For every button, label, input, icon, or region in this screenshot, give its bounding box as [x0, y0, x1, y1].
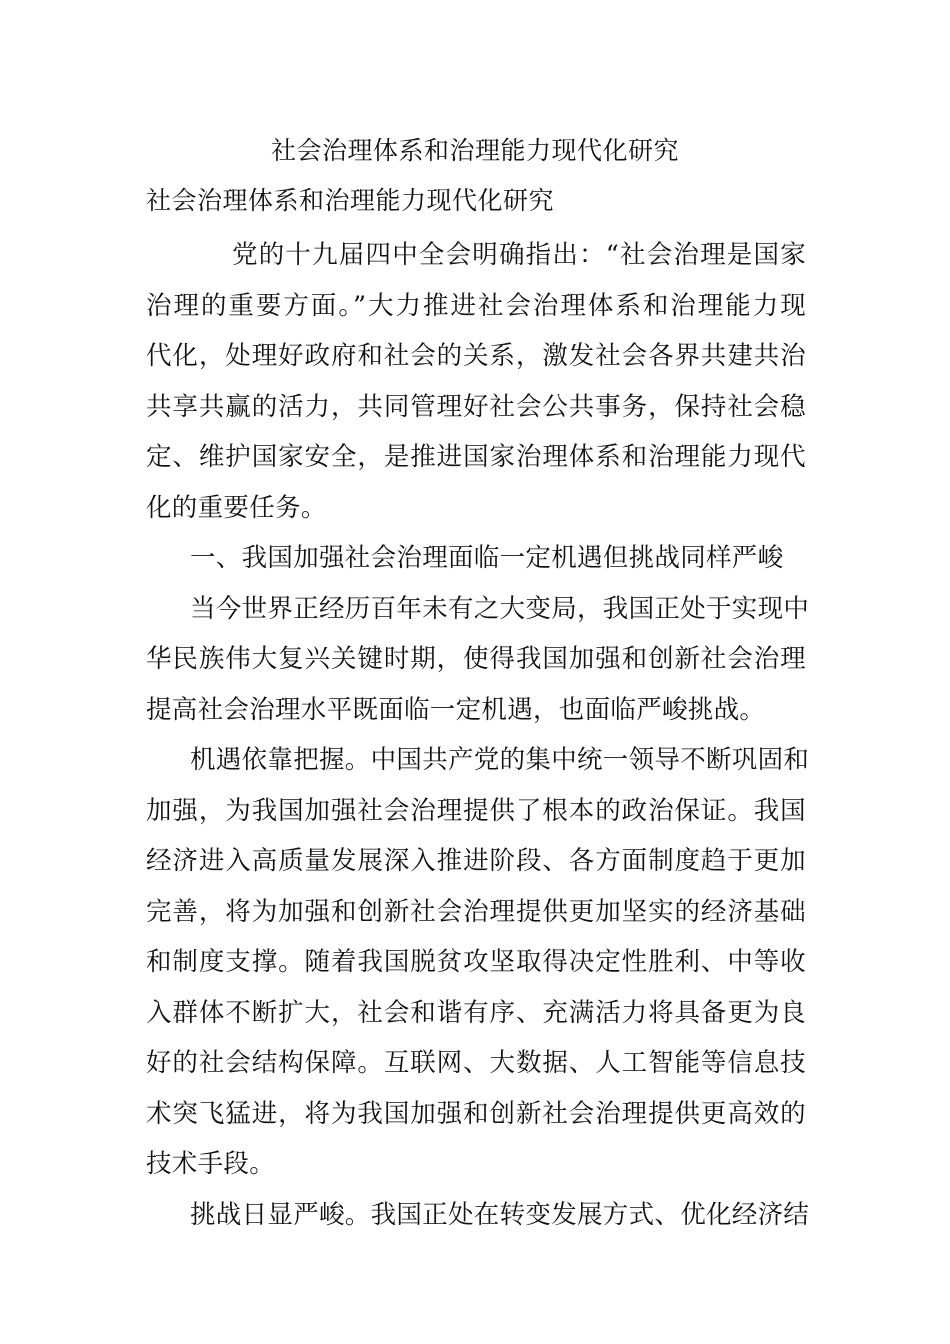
text-line: 加强，为我国加强社会治理提供了根本的政治保证。我国	[146, 795, 806, 826]
text-line: 好的社会结构保障。互联网、大数据、人工智能等信息技	[146, 1048, 806, 1078]
text-line: 技术手段。	[146, 1149, 276, 1179]
text-line: 入群体不断扩大，社会和谐有序、充满活力将具备更为良	[146, 997, 806, 1028]
text-line: 党的十九届四中全会明确指出：“社会治理是国家	[232, 240, 806, 270]
text-line: 治理的重要方面。”大力推进社会治理体系和治理能力现	[146, 290, 806, 321]
text-line: 化的重要任务。	[146, 492, 327, 523]
text-line: 华民族伟大复兴关键时期，使得我国加强和创新社会治理	[146, 644, 806, 674]
text-line: 和制度支撑。随着我国脱贫攻坚取得决定性胜利、中等收	[146, 947, 806, 977]
text-line: 机遇依靠把握。中国共产党的集中统一领导不断巩固和	[190, 745, 810, 775]
text-line: 提高社会治理水平既面临一定机遇，也面临严峻挑战。	[146, 694, 766, 725]
text-line: 经济进入高质量发展深入推进阶段、各方面制度趋于更加	[146, 846, 806, 876]
text-line: 代化，处理好政府和社会的关系，激发社会各界共建共治	[146, 341, 806, 371]
text-line: 定、维护国家安全，是推进国家治理体系和治理能力现代	[146, 442, 806, 472]
section-heading: 一、我国加强社会治理面临一定机遇但挑战同样严峻	[190, 543, 784, 573]
document-title: 社会治理体系和治理能力现代化研究	[270, 136, 679, 165]
text-line: 完善，将为加强和创新社会治理提供更加坚实的经济基础	[146, 896, 806, 927]
document-body	[146, 230, 810, 1240]
document-subtitle: 社会治理体系和治理能力现代化研究	[146, 186, 555, 215]
text-line: 术突飞猛进，将为我国加强和创新社会治理提供更高效的	[146, 1098, 806, 1129]
text-line: 当今世界正经历百年未有之大变局，我国正处于实现中	[190, 593, 810, 624]
text-line: 挑战日显严峻。我国正处在转变发展方式、优化经济结	[190, 1199, 810, 1230]
text-line: 共享共赢的活力，共同管理好社会公共事务，保持社会稳	[146, 391, 806, 422]
